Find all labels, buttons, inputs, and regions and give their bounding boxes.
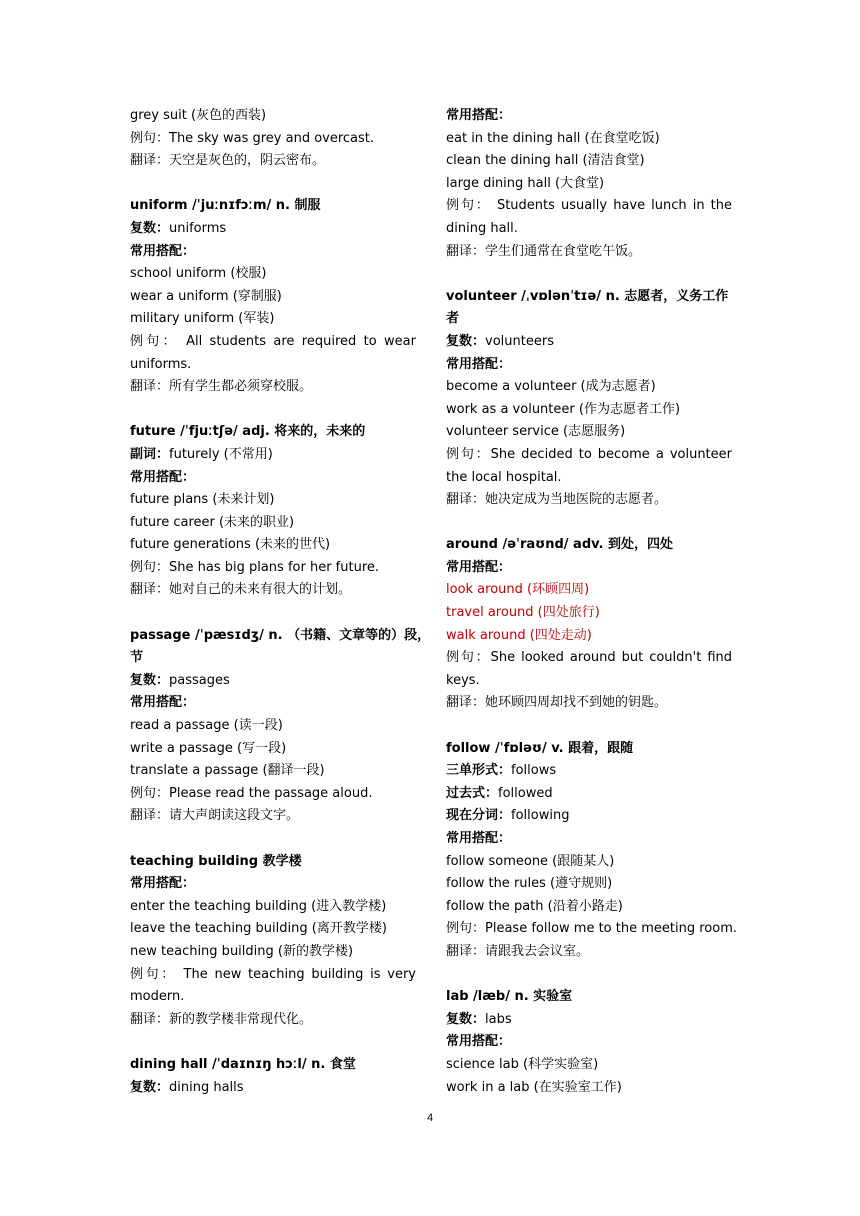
word-form-label: 过去式： xyxy=(446,785,499,801)
entry-headword: dining hall /ˈdaɪnɪŋ hɔːl/ n. 食堂 xyxy=(130,1056,356,1072)
word-form-value: follows xyxy=(511,763,557,779)
word-form-line xyxy=(130,218,416,241)
translation-line: 翻译：请大声朗读这段文字。 xyxy=(130,808,300,824)
collocation-line: volunteer service (志愿服务) xyxy=(446,424,626,440)
translation-line: 翻译：天空是灰色的，阴云密布。 xyxy=(130,153,326,169)
blank-line xyxy=(446,964,732,987)
collocation-line: science lab (科学实验室) xyxy=(446,1056,599,1072)
collocation-line: follow the rules (遵守规则) xyxy=(446,876,613,892)
word-form-value: volunteers xyxy=(485,333,554,349)
blank-line xyxy=(130,602,416,625)
collocation-line: travel around (四处旅行) xyxy=(446,605,600,621)
section-label: 常用搭配： xyxy=(446,108,512,123)
word-form-label: 副词： xyxy=(130,446,170,462)
example-sentence: 例句：Please follow me to the meeting room. xyxy=(446,921,737,937)
collocation-line: the local hospital. xyxy=(446,469,562,485)
collocation-line: military uniform (军装) xyxy=(130,311,275,327)
translation-line: 翻译：所有学生都必须穿校服。 xyxy=(130,379,313,395)
example-sentence: 例句：She decided to become a volunteer xyxy=(446,446,732,462)
word-form-value: following xyxy=(511,808,570,824)
section-label: 常用搭配： xyxy=(130,243,196,259)
collocation-line: look around (环顾四周) xyxy=(446,582,590,598)
example-sentence: 例句： All students are required to wear xyxy=(130,333,416,349)
translation-line: 翻译：学生们通常在食堂吃午饭。 xyxy=(446,243,642,259)
collocation-line: keys. xyxy=(446,672,480,688)
entry-headword: uniform /ˈjuːnɪfɔːm/ n. 制服 xyxy=(130,198,321,214)
entry-headword: volunteer /ˌvɒlənˈtɪə/ n. 志愿者，义务工作 xyxy=(446,288,729,304)
section-label: 常用搭配： xyxy=(446,559,512,575)
blank-line xyxy=(446,512,732,535)
blank-line xyxy=(130,399,416,422)
word-form-label: 三单形式： xyxy=(446,763,512,779)
section-label: 常用搭配： xyxy=(446,831,512,846)
collocation-line: school uniform (校服) xyxy=(130,266,267,282)
collocation-line: enter the teaching building (进入教学楼) xyxy=(130,898,387,914)
word-form-line xyxy=(446,1009,732,1032)
collocation-line: grey suit (灰色的西装) xyxy=(130,108,267,123)
example-sentence: 例句：The sky was grey and overcast. xyxy=(130,130,375,146)
section-label: 常用搭配： xyxy=(130,695,196,711)
collocation-line: future generations (未来的世代) xyxy=(130,537,331,553)
example-sentence: 例句： The new teaching building is very xyxy=(130,966,416,982)
word-form-line xyxy=(130,444,416,467)
word-form-line xyxy=(446,760,732,783)
entry-headword: follow /ˈfɒləʊ/ v. 跟着，跟随 xyxy=(446,740,634,756)
collocation-line: large dining hall (大食堂) xyxy=(446,175,605,191)
entry-headword: around /əˈraʊnd/ adv. 到处，四处 xyxy=(446,537,674,553)
collocation-line: modern. xyxy=(130,989,185,1005)
section-label: 常用搭配： xyxy=(446,1034,512,1050)
word-form-line xyxy=(446,331,732,354)
collocation-line: wear a uniform (穿制服) xyxy=(130,288,282,304)
entry-headword: lab /læb/ n. 实验室 xyxy=(446,989,573,1005)
word-form-value: followed xyxy=(498,785,553,801)
word-form-value: futurely (不常用) xyxy=(169,446,273,462)
page-number: 4 xyxy=(426,1112,434,1124)
word-form-value: labs xyxy=(485,1011,512,1027)
word-form-label: 复数： xyxy=(130,672,170,688)
word-form-value: passages xyxy=(169,672,230,688)
section-label: teaching building 教学楼 xyxy=(130,853,302,869)
example-sentence: 例句：Please read the passage aloud. xyxy=(130,785,373,801)
entry-headword: passage /ˈpæsɪdʒ/ n. （书籍、文章等的）段， xyxy=(130,627,431,643)
word-form-value: uniforms xyxy=(169,220,227,236)
collocation-line: leave the teaching building (离开教学楼) xyxy=(130,921,387,937)
section-label: 常用搭配： xyxy=(130,876,196,892)
section-label: 常用搭配： xyxy=(130,469,196,485)
word-form-line xyxy=(446,805,732,828)
collocation-line: write a passage (写一段) xyxy=(130,740,287,756)
blank-line xyxy=(446,263,732,286)
translation-line: 翻译：她对自己的未来有很大的计划。 xyxy=(130,582,352,598)
collocation-line: follow someone (跟随某人) xyxy=(446,853,615,869)
collocation-line: new teaching building (新的教学楼) xyxy=(130,943,354,959)
translation-line: 翻译：新的教学楼非常现代化。 xyxy=(130,1011,313,1027)
translation-line: 翻译：她决定成为当地医院的志愿者。 xyxy=(446,492,668,508)
collocation-line: work as a volunteer (作为志愿者工作) xyxy=(446,401,681,417)
left-column xyxy=(130,105,431,1099)
word-form-label: 现在分词： xyxy=(446,808,512,824)
word-form-value: dining halls xyxy=(169,1079,244,1095)
right-column xyxy=(446,105,737,1099)
section-label: 者 xyxy=(446,311,460,327)
blank-line xyxy=(130,1031,416,1054)
example-sentence: 例句：She looked around but couldn't find xyxy=(446,650,732,666)
collocation-line: future plans (未来计划) xyxy=(130,492,275,508)
blank-line xyxy=(446,715,732,738)
word-form-label: 复数： xyxy=(446,1011,486,1027)
entry-headword: future /ˈfjuːtʃə/ adj. 将来的，未来的 xyxy=(130,424,366,440)
section-label: 节 xyxy=(130,650,144,666)
collocation-line: clean the dining hall (清洁食堂) xyxy=(446,153,645,169)
collocation-line: translate a passage (翻译一段) xyxy=(130,763,325,779)
example-sentence: 例句：She has big plans for her future. xyxy=(130,559,380,575)
collocation-line: work in a lab (在实验室工作) xyxy=(446,1079,622,1095)
word-form-label: 复数： xyxy=(130,1079,170,1095)
section-label: 常用搭配： xyxy=(446,356,512,372)
collocation-line: become a volunteer (成为志愿者) xyxy=(446,379,656,395)
collocation-line: dining hall. xyxy=(446,220,518,236)
translation-line: 翻译：她环顾四周却找不到她的钥匙。 xyxy=(446,695,668,711)
collocation-line: future career (未来的职业) xyxy=(130,514,295,530)
translation-line: 翻译：请跟我去会议室。 xyxy=(446,943,590,959)
example-sentence: 例句： Students usually have lunch in the xyxy=(446,198,732,214)
word-form-line xyxy=(130,1077,416,1100)
blank-line xyxy=(130,173,416,196)
collocation-line: read a passage (读一段) xyxy=(130,718,283,734)
word-form-line xyxy=(130,670,416,693)
collocation-line: follow the path (沿着小路走) xyxy=(446,898,623,914)
collocation-line: walk around (四处走动) xyxy=(446,627,592,643)
word-form-label: 复数： xyxy=(446,333,486,349)
word-form-label: 复数： xyxy=(130,220,170,236)
word-form-line xyxy=(446,783,732,806)
collocation-line: eat in the dining hall (在食堂吃饭) xyxy=(446,130,660,146)
collocation-line: uniforms. xyxy=(130,356,192,372)
blank-line xyxy=(130,828,416,851)
